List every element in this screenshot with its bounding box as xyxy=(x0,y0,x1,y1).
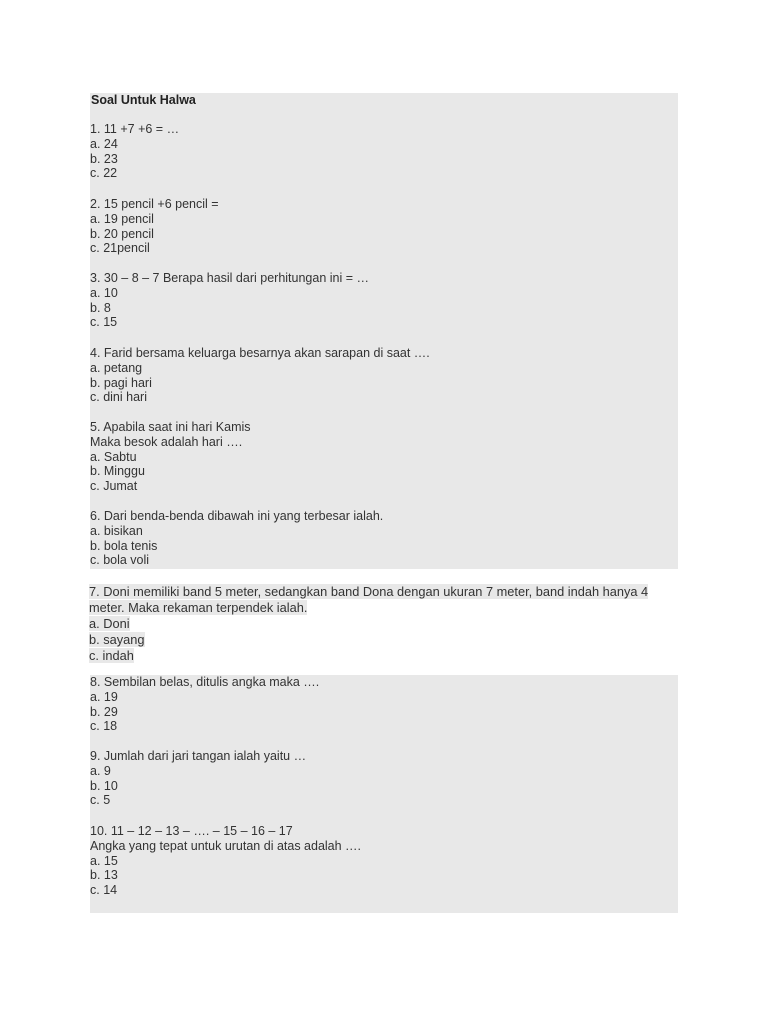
question-7 xyxy=(89,584,659,664)
question-text-line-2: Angka yang tepat untuk urutan di atas adalah …. xyxy=(90,838,362,853)
option-a: a. 10 xyxy=(90,285,118,300)
document-title: Soal Untuk Halwa xyxy=(91,93,196,107)
option-a: a. 24 xyxy=(90,136,118,151)
option-b: b. Minggu xyxy=(90,464,145,479)
question-8 xyxy=(90,675,319,734)
option-c: c. 5 xyxy=(90,793,111,808)
option-c: c. bola voli xyxy=(90,553,150,568)
option-b: b. 10 xyxy=(90,778,118,793)
option-a: a. 19 pencil xyxy=(90,211,154,226)
question-2 xyxy=(90,197,219,256)
option-b: b. pagi hari xyxy=(90,375,152,390)
option-b: b. 23 xyxy=(90,151,118,166)
option-c: c. indah xyxy=(89,648,134,663)
option-c: c. 15 xyxy=(90,315,118,330)
question-text: 4. Farid bersama keluarga besarnya akan sarapan di saat …. xyxy=(90,346,430,360)
option-c: c. Jumat xyxy=(90,479,138,494)
question-9 xyxy=(90,749,306,808)
option-a: a. Sabtu xyxy=(90,449,137,464)
option-a: a. 9 xyxy=(90,763,111,778)
option-c: c. 18 xyxy=(90,719,118,734)
question-text: 5. Apabila saat ini hari Kamis xyxy=(90,420,251,434)
option-a: a. Doni xyxy=(89,616,130,631)
option-c: c. 22 xyxy=(90,166,118,181)
question-text: 2. 15 pencil +6 pencil = xyxy=(90,197,219,211)
question-text: 1. 11 +7 +6 = … xyxy=(90,122,180,136)
question-text: 6. Dari benda-benda dibawah ini yang terbesar ialah. xyxy=(90,509,384,523)
question-text: 3. 30 – 8 – 7 Berapa hasil dari perhitungan ini = … xyxy=(90,271,370,285)
question-6 xyxy=(90,509,383,568)
option-c: c. 14 xyxy=(90,883,118,898)
option-c: c. 21pencil xyxy=(90,241,150,256)
question-text: 8. Sembilan belas, ditulis angka maka …. xyxy=(90,675,320,689)
option-a: a. 19 xyxy=(90,689,118,704)
option-b: b. 29 xyxy=(90,704,118,719)
question-1 xyxy=(90,122,179,181)
option-b: b. bola tenis xyxy=(90,538,158,553)
question-text: 10. 11 – 12 – 13 – …. – 15 – 16 – 17 xyxy=(90,824,293,838)
question-text: 7. Doni memiliki band 5 meter, sedangkan band Dona dengan ukuran 7 meter, band indah hanya 4 xyxy=(89,584,649,599)
question-text: 9. Jumlah dari jari tangan ialah yaitu … xyxy=(90,749,307,763)
option-c: c. dini hari xyxy=(90,390,147,405)
question-text-line-2: meter. Maka rekaman terpendek ialah. xyxy=(89,600,308,615)
option-b: b. 13 xyxy=(90,868,118,883)
option-a: a. bisikan xyxy=(90,523,143,538)
option-b: b. sayang xyxy=(89,632,145,647)
option-a: a. 15 xyxy=(90,853,118,868)
option-b: b. 8 xyxy=(90,300,111,315)
question-text-line-2: Maka besok adalah hari …. xyxy=(90,434,243,449)
option-a: a. petang xyxy=(90,360,143,375)
question-10 xyxy=(90,824,361,898)
question-4 xyxy=(90,346,430,405)
question-3 xyxy=(90,271,369,330)
option-b: b. 20 pencil xyxy=(90,226,154,241)
question-5 xyxy=(90,420,251,494)
